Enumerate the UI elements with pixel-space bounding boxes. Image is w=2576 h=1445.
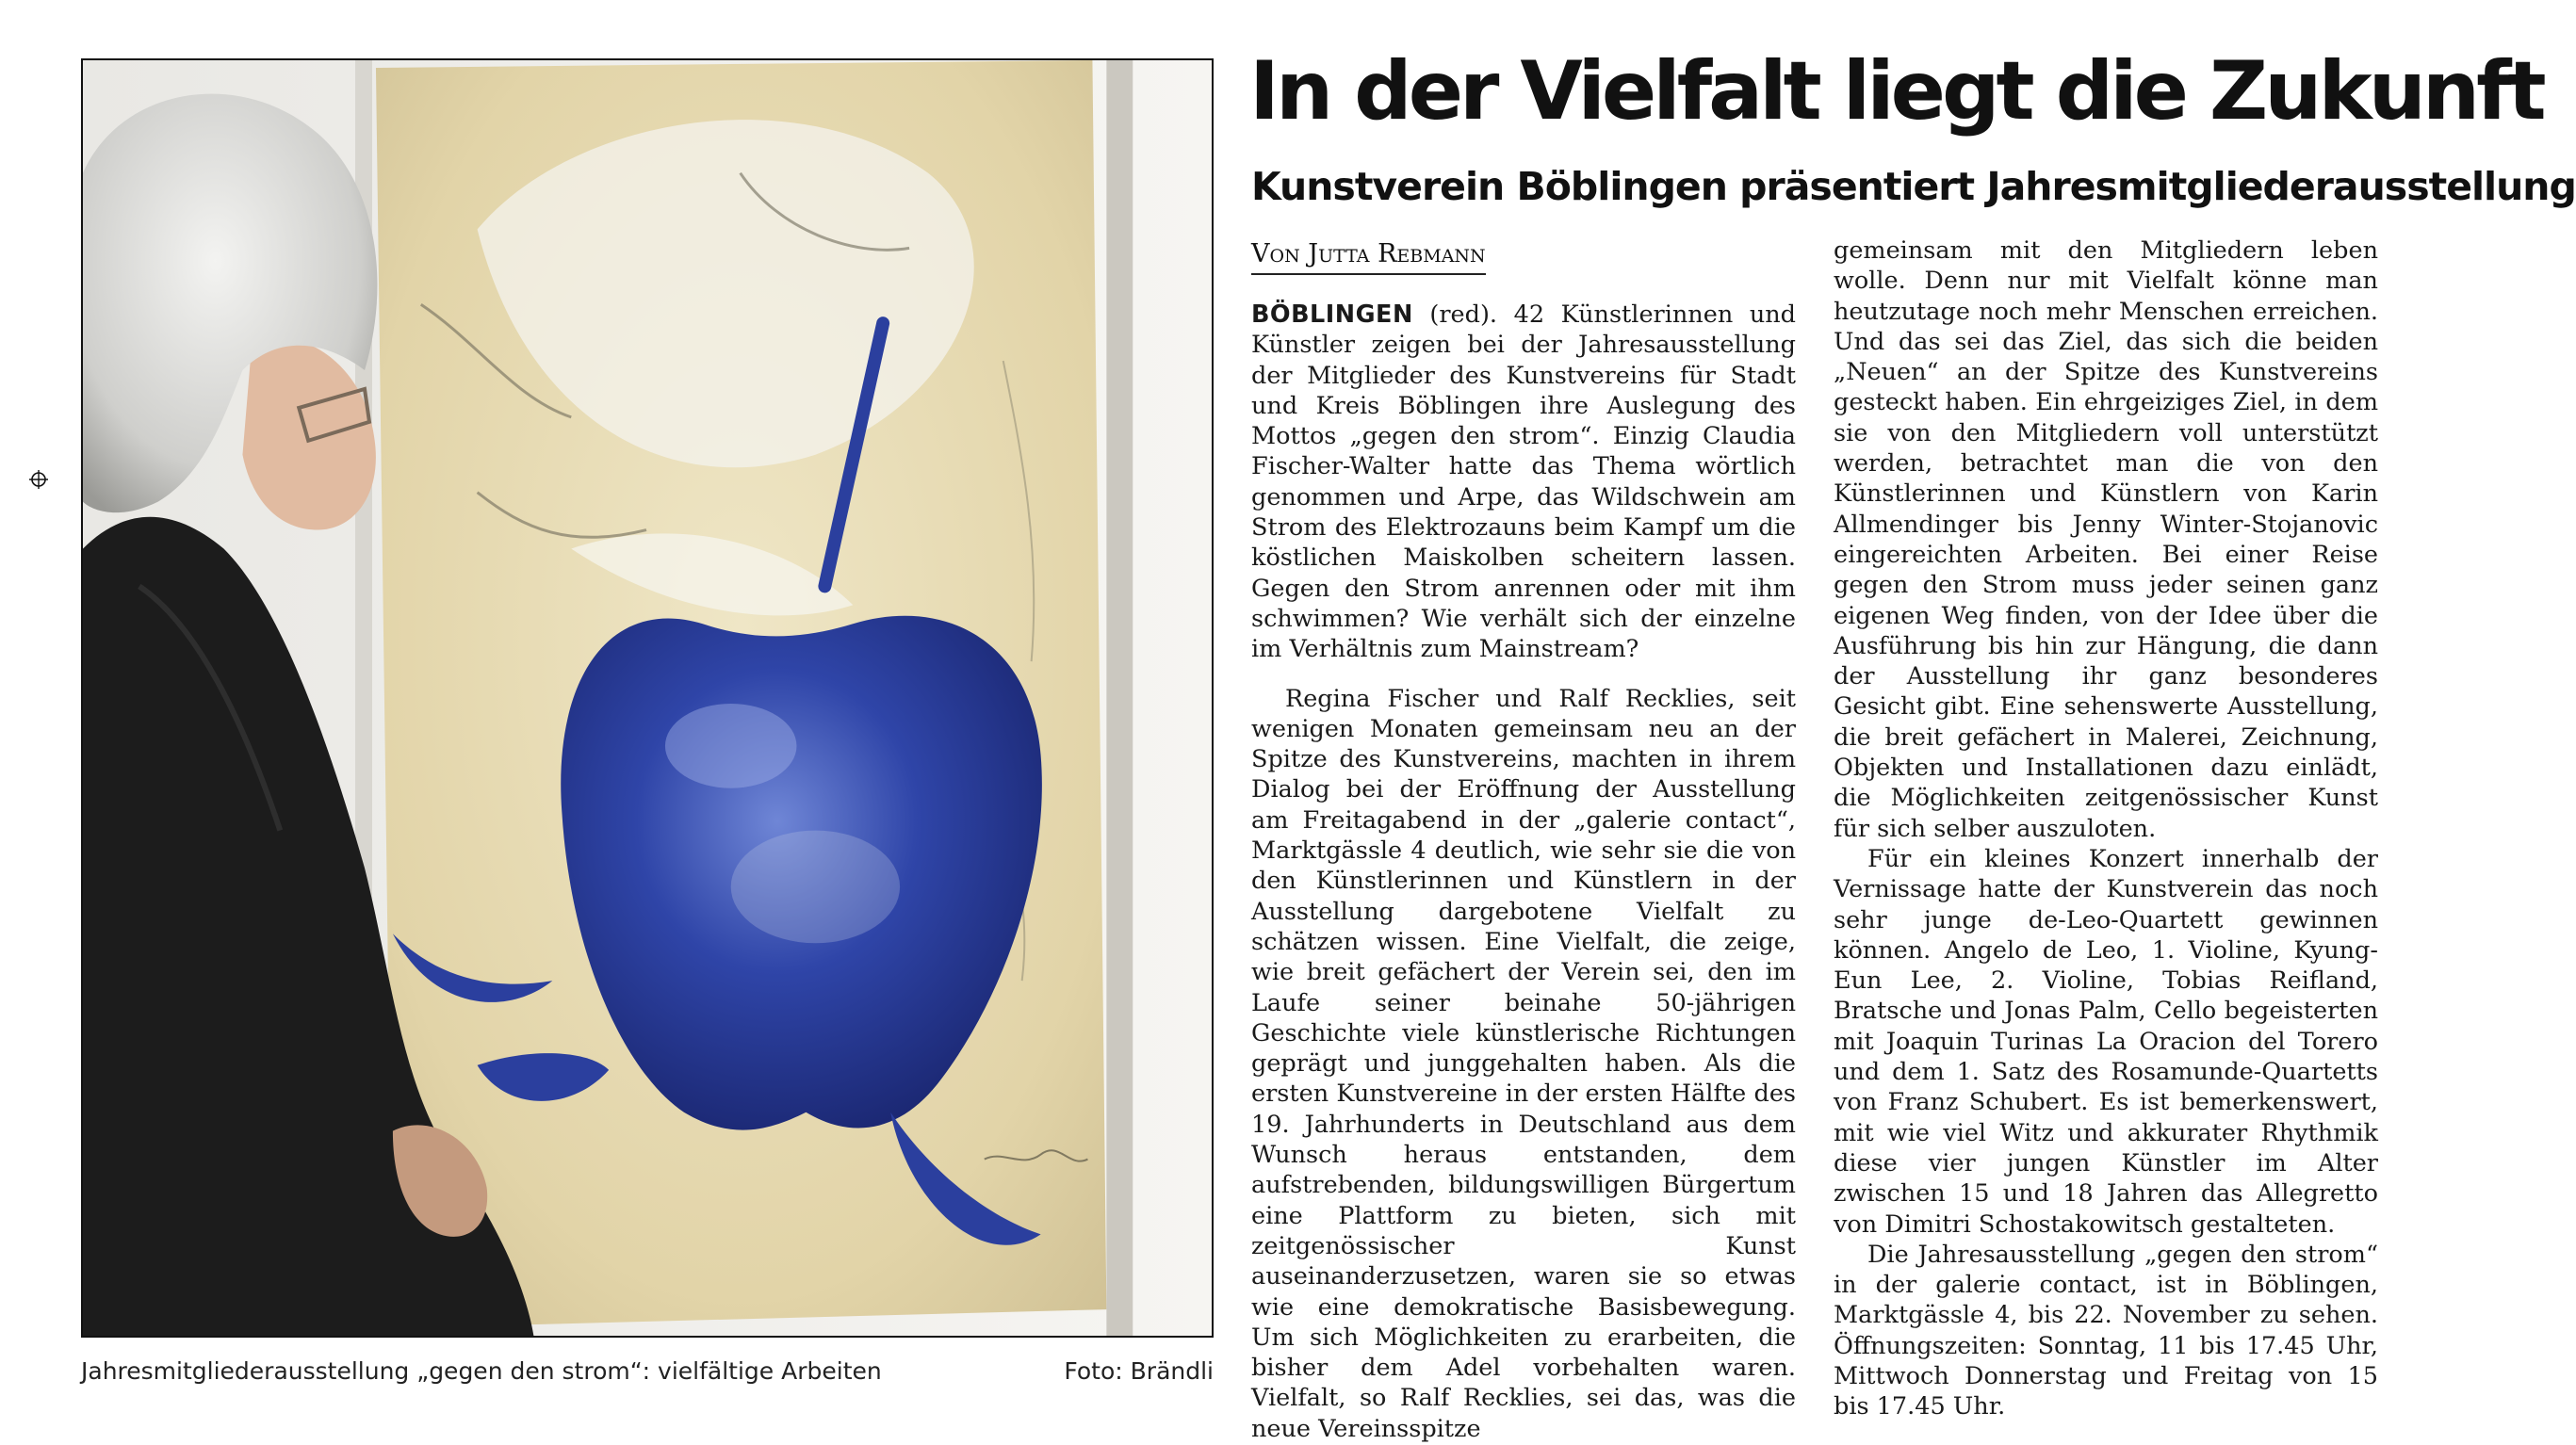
paragraph-2-continued: gemeinsam mit den Mitgliedern leben wolle. Denn nur mit Vielfalt könne man heutzutage noch mehr Menschen erreichen. Und das sei das Ziel, das sich die beiden „Neuen“ an der Spitze des Kunstvereins gesteckt haben. Ein ehrgeiziges Ziel, in dem sie von den Mitgliedern voll unterstützt werden, betrachtet man die von den Künstlerinnen und Künstlern von Karin Allmendinger bis Jenny Winter-Stojanovic eingereichten Arbeiten. Bei einer Reise gegen den Strom muss jeder seinen ganz eigenen Weg finden, von der Idee über die Ausführung bis hin zur Hängung, die dann der Ausstellung ihr ganz besonderes Gesicht gibt. Eine sehenswerte Ausstellung, die breit gefächert in Malerei, Zeichnung, Objekten und Installationen dazu einlädt, die Möglichkeiten zeitgenössischer Kunst für sich selber auszuloten.: [1834, 236, 2378, 843]
paragraph-2: Regina Fischer und Ralf Recklies, seit wenigen Monaten gemeinsam neu an der Spitze des Kunstvereins, machten in ihrem Dialog bei der Eröffnung der Ausstellung am Freitagabend in der „galerie contact“, Marktgässle 4 deutlich, wie sehr sie die von den Künstlerinnen und Künstlern in der Ausstellung dargebotene Vielfalt zu schätzen wissen. Eine Vielfalt, die zeige, wie breit gefächert der Verein sei, den im Laufe seiner beinahe 50-jährigen Geschichte viele künstlerische Richtungen geprägt und junggehalten haben. Als die ersten Kunstvereine in der ersten Hälfte des 19. Jahrhunderts in Deutschland aus dem Wunsch heraus entstanden, dem aufstrebenden, bildungswilligen Bürgertum eine Plattform zu bieten, sich mit zeitgenössischer Kunst auseinanderzusetzen, waren sie so etwas wie eine demokratische Basisbewegung. Um sich Möglichkeiten zu erarbeiten, die bisher dem Adel vorbehalten waren. Vielfalt, so Ralf Recklies, sei das, was die neue Vereinsspitze: [1251, 684, 1796, 1443]
subheadline: Kunstverein Böblingen präsentiert Jahresmitgliederausstellung: [1251, 164, 2576, 209]
paragraph-1-text: (red). 42 Künstlerinnen und Künstler zeigen bei der Jahresausstellung der Mitglieder des Kunstvereins für Stadt und Kreis Böblingen ihre Auslegung des Mottos „gegen den strom“. Einzig Claudia Fischer-Walter hatte das Thema wörtlich genommen und Arpe, das Wildschwein am Strom des Elektrozauns beim Kampf um die köstlichen Maiskolben scheitern lassen. Gegen den Strom anrennen oder mit ihm schwimmen? Wie verhält sich der einzelne im Verhältnis zum Mainstream?: [1251, 300, 1796, 664]
dateline: BÖBLINGEN: [1251, 300, 1413, 329]
article-photo: [81, 58, 1214, 1338]
registration-mark-icon: [28, 469, 49, 490]
article-column-left: [1251, 300, 1796, 1444]
byline: Von Jutta Rebmann: [1251, 235, 1486, 275]
paragraph-3: Für ein kleines Konzert innerhalb der Vernissage hatte der Kunstverein das noch sehr junge de-Leo-Quartett gewinnen können. Angelo de Leo, 1. Violine, Kyung-Eun Lee, 2. Violine, Tobias Reifland, Bratsche und Jonas Palm, Cello begeisterten mit Joaquin Turinas La Oracion del Torero und dem 1. Satz des Rosamunde-Quartetts von Franz Schubert. Es ist bemerkenswert, mit wie viel Witz und akkurater Rhythmik diese vier jungen Künstler im Alter zwischen 15 und 18 Jahren das Allegretto von Dimitri Schostakowitsch gestalteten.: [1834, 844, 2378, 1239]
caption-text: Jahresmitgliederausstellung „gegen den strom“: vielfältige Arbeiten: [81, 1357, 882, 1385]
headline: In der Vielfalt liegt die Zukunft: [1249, 44, 2543, 138]
paragraph-4: Die Jahresausstellung „gegen den strom“ in der galerie contact, ist in Böblingen, Marktgässle 4, bis 22. November zu sehen. Öffnungszeiten: Sonntag, 11 bis 17.45 Uhr, Mittwoch Donnerstag und Freitag von 15 bis 17.45 Uhr.: [1834, 1240, 2378, 1421]
photo-credit: Foto: Brändli: [1064, 1357, 1214, 1385]
article-column-right: [1834, 235, 2378, 1422]
paragraph-1: [1251, 300, 1796, 665]
photo-caption: [81, 1353, 1214, 1390]
photo-illustration: [83, 60, 1212, 1336]
